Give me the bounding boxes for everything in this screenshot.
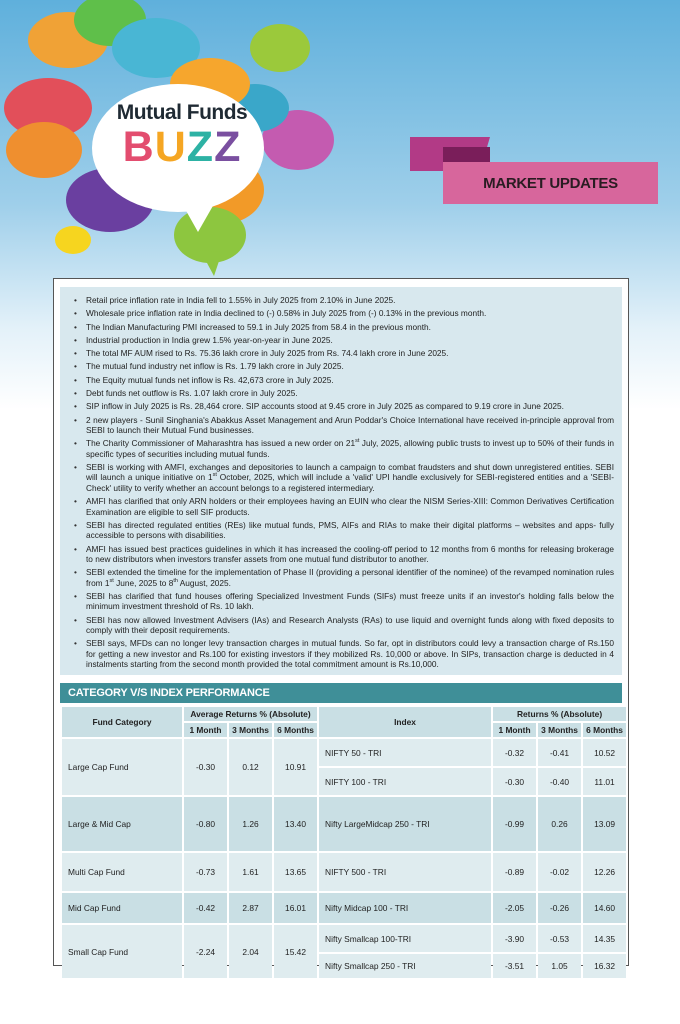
performance-title: CATEGORY V/S INDEX PERFORMANCE [60, 683, 622, 703]
table-row [62, 925, 626, 952]
news-text: SIP inflow in July 2025 is Rs. 28,464 crore. SIP accounts stood at 9.45 crore in July 2025 as compared to 9.19 crore in June 2025. [86, 401, 564, 412]
market-updates-box [60, 287, 622, 675]
fund-category-cell: Large Cap Fund [62, 739, 182, 795]
news-text: SEBI says, MFDs can no longer levy transaction charges in mutual funds. So far, opt in distributors could levy a transaction charge of Rs.150 for getting a new investor and Rs.100 for existing investors if they mobilized Rs. 10,000 or above. In SIPs, transaction charge is deducted in 4 instalments starting from the second month provided the total commitment amount is Rs.10,000. [86, 638, 614, 670]
avg-return-cell: 13.65 [274, 853, 317, 891]
header-index: Index [319, 707, 491, 737]
news-list [72, 295, 614, 670]
news-item [72, 348, 614, 358]
index-return-cell: -0.41 [538, 739, 581, 766]
news-text: October, 2025, which will include a 'valid' UPI handle exclusively for SEBI-registered entities and a 'SEBI-Check' utility to verify whether an account belongs to a registered intermediary. [86, 472, 614, 493]
news-item [72, 438, 614, 459]
news-text: The Charity Commissioner of Maharashtra has issued a new order on 21 [86, 438, 356, 449]
ordinal-suffix: th [173, 577, 178, 584]
index-return-cell: 16.32 [583, 954, 626, 978]
news-text: The Equity mutual funds net inflow is Rs. 42,673 crore in July 2025. [86, 374, 334, 385]
ordinal-suffix: st [212, 472, 217, 479]
index-return-cell: -2.05 [493, 893, 536, 923]
news-text: 2 new players - Sunil Singhania's Abakkus Asset Management and Arun Poddar's Choice International have received in-principle approval from SEBI to launch their Mutual Fund businesses. [86, 414, 614, 436]
avg-return-cell: -0.73 [184, 853, 227, 891]
news-text: June, 2025 to 8 [113, 577, 174, 588]
news-item [72, 496, 614, 517]
news-item [72, 361, 614, 371]
news-item [72, 520, 614, 541]
index-return-cell: 12.26 [583, 853, 626, 891]
avg-return-cell: 2.04 [229, 925, 272, 978]
news-text: August, 2025. [177, 577, 231, 588]
news-item [72, 591, 614, 612]
fund-category-cell: Mid Cap Fund [62, 893, 182, 923]
news-text: Industrial production in India grew 1.5% year-on-year in June 2025. [86, 334, 333, 345]
news-text: The Indian Manufacturing PMI increased to 59.1 in July 2025 from 58.4 in the previous month. [86, 321, 431, 332]
news-text: SEBI has now allowed Investment Advisers (IAs) and Research Analysts (RAs) to use liquid and overnight funds along with fixed deposits to comply with their deposit requirements. [86, 614, 614, 636]
index-return-cell: 14.35 [583, 925, 626, 952]
index-name-cell: NIFTY 100 - TRI [319, 768, 491, 795]
avg-return-cell: 1.26 [229, 797, 272, 851]
news-item [72, 415, 614, 436]
index-return-cell: -0.99 [493, 797, 536, 851]
avg-return-cell: 15.42 [274, 925, 317, 978]
news-item [72, 401, 614, 411]
logo-letter: Z [214, 123, 242, 171]
header-fund-category: Fund Category [62, 707, 182, 737]
index-return-cell: 1.05 [538, 954, 581, 978]
index-return-cell: 14.60 [583, 893, 626, 923]
index-return-cell: -0.89 [493, 853, 536, 891]
index-return-cell: -0.30 [493, 768, 536, 795]
table-row [62, 797, 626, 851]
fund-category-cell: Large & Mid Cap [62, 797, 182, 851]
news-text: Wholesale price inflation rate in India declined to (-) 0.58% in July 2025 from (-) 0.13% in the previous month. [86, 308, 487, 319]
avg-return-cell: 1.61 [229, 853, 272, 891]
index-name-cell: NIFTY 50 - TRI [319, 739, 491, 766]
news-item [72, 615, 614, 636]
news-text: AMFI has clarified that only ARN holders or their employees having an EUIN who clear the NISM Series-XIII: Common Derivatives Certification Examination are eligible to sell SIF products. [86, 496, 614, 517]
header-avg-3m: 3 Months [229, 723, 272, 737]
news-text: Retail price inflation rate in India fell to 1.55% in July 2025 from 2.10% in June 2025. [86, 295, 396, 305]
news-text: SEBI is working with AMFI, exchanges and depositories to launch a campaign to combat fraudsters and shut down unregistered entities. SEBI will launch a unique initiative on 1 [86, 462, 614, 483]
index-return-cell: -0.40 [538, 768, 581, 795]
logo-letter: Z [186, 123, 215, 171]
index-name-cell: NIFTY 500 - TRI [319, 853, 491, 891]
news-item [72, 308, 614, 318]
ordinal-suffix: st [355, 438, 360, 445]
table-row [62, 853, 626, 891]
news-text: July, 2025, allowing public trusts to invest up to 50% of their funds in specific types of securities including mutual funds. [86, 438, 614, 459]
index-return-cell: -3.51 [493, 954, 536, 978]
index-return-cell: -0.32 [493, 739, 536, 766]
index-name-cell: Nifty Midcap 100 - TRI [319, 893, 491, 923]
news-item [72, 462, 614, 493]
news-item [72, 335, 614, 345]
news-item [72, 544, 614, 565]
index-name-cell: Nifty Smallcap 100-TRI [319, 925, 491, 952]
news-item [72, 388, 614, 398]
content-panel [53, 278, 629, 971]
index-return-cell: 0.26 [538, 797, 581, 851]
header-returns: Returns % (Absolute) [493, 707, 626, 721]
index-return-cell: 10.52 [583, 739, 626, 766]
fund-category-cell: Multi Cap Fund [62, 853, 182, 891]
avg-return-cell: -0.30 [184, 739, 227, 795]
avg-return-cell: -0.42 [184, 893, 227, 923]
index-name-cell: Nifty LargeMidcap 250 - TRI [319, 797, 491, 851]
header-ret-6m: 6 Months [583, 723, 626, 737]
news-text: Debt funds net outflow is Rs. 1.07 lakh crore in July 2025. [86, 388, 298, 399]
index-name-cell: Nifty Smallcap 250 - TRI [319, 954, 491, 978]
news-item [72, 567, 614, 588]
fund-category-cell: Small Cap Fund [62, 925, 182, 978]
header-ret-1m: 1 Month [493, 723, 536, 737]
news-text: AMFI has issued best practices guidelines in which it has increased the cooling-off period to 12 months from 6 months for releasing brokerage to new distributors when investors transfer assets from one mutual fund distributor to another. [86, 543, 614, 564]
header-avg-1m: 1 Month [184, 723, 227, 737]
logo-title: Mutual Funds [116, 101, 248, 124]
avg-return-cell: 10.91 [274, 739, 317, 795]
news-item [72, 638, 614, 669]
news-text: SEBI has directed regulated entities (REs) like mutual funds, PMS, AIFs and RIAs to make their digital platforms – websites and apps- fully accessible to persons with disabilities. [86, 519, 614, 541]
avg-return-cell: 16.01 [274, 893, 317, 923]
avg-return-cell: 13.40 [274, 797, 317, 851]
news-text: SEBI has clarified that fund houses offering Specialized Investment Funds (SIFs) must freeze units if an investor's holding falls below the minimum investment threshold of Rs. 10 lakh. [86, 591, 614, 612]
table-row [62, 893, 626, 923]
news-text: The mutual fund industry net inflow is Rs. 1.79 lakh crore in July 2025. [86, 361, 344, 372]
avg-return-cell: -2.24 [184, 925, 227, 978]
news-item [72, 322, 614, 332]
index-return-cell: -0.53 [538, 925, 581, 952]
avg-return-cell: -0.80 [184, 797, 227, 851]
performance-table [60, 705, 628, 980]
logo-buzz [104, 124, 260, 170]
index-return-cell: 11.01 [583, 768, 626, 795]
index-return-cell: -3.90 [493, 925, 536, 952]
avg-return-cell: 0.12 [229, 739, 272, 795]
index-return-cell: -0.02 [538, 853, 581, 891]
ordinal-suffix: st [109, 577, 114, 584]
index-return-cell: 13.09 [583, 797, 626, 851]
news-item [72, 375, 614, 385]
logo-letter: U [154, 123, 187, 171]
table-row [62, 739, 626, 766]
avg-return-cell: 2.87 [229, 893, 272, 923]
header-avg-6m: 6 Months [274, 723, 317, 737]
section-label: MARKET UPDATES [443, 162, 658, 204]
header-average-returns: Average Returns % (Absolute) [184, 707, 317, 721]
header-ret-3m: 3 Months [538, 723, 581, 737]
news-text: SEBI extended the timeline for the implementation of Phase II (providing a personal identifier of the nominee) of the revamped nomination rules from 1 [86, 567, 614, 588]
news-text: The total MF AUM rised to Rs. 75.36 lakh crore in July 2025 from Rs. 74.4 lakh crore in June 2025. [86, 348, 449, 359]
index-return-cell: -0.26 [538, 893, 581, 923]
logo-letter: B [122, 123, 155, 171]
news-item [72, 295, 614, 305]
